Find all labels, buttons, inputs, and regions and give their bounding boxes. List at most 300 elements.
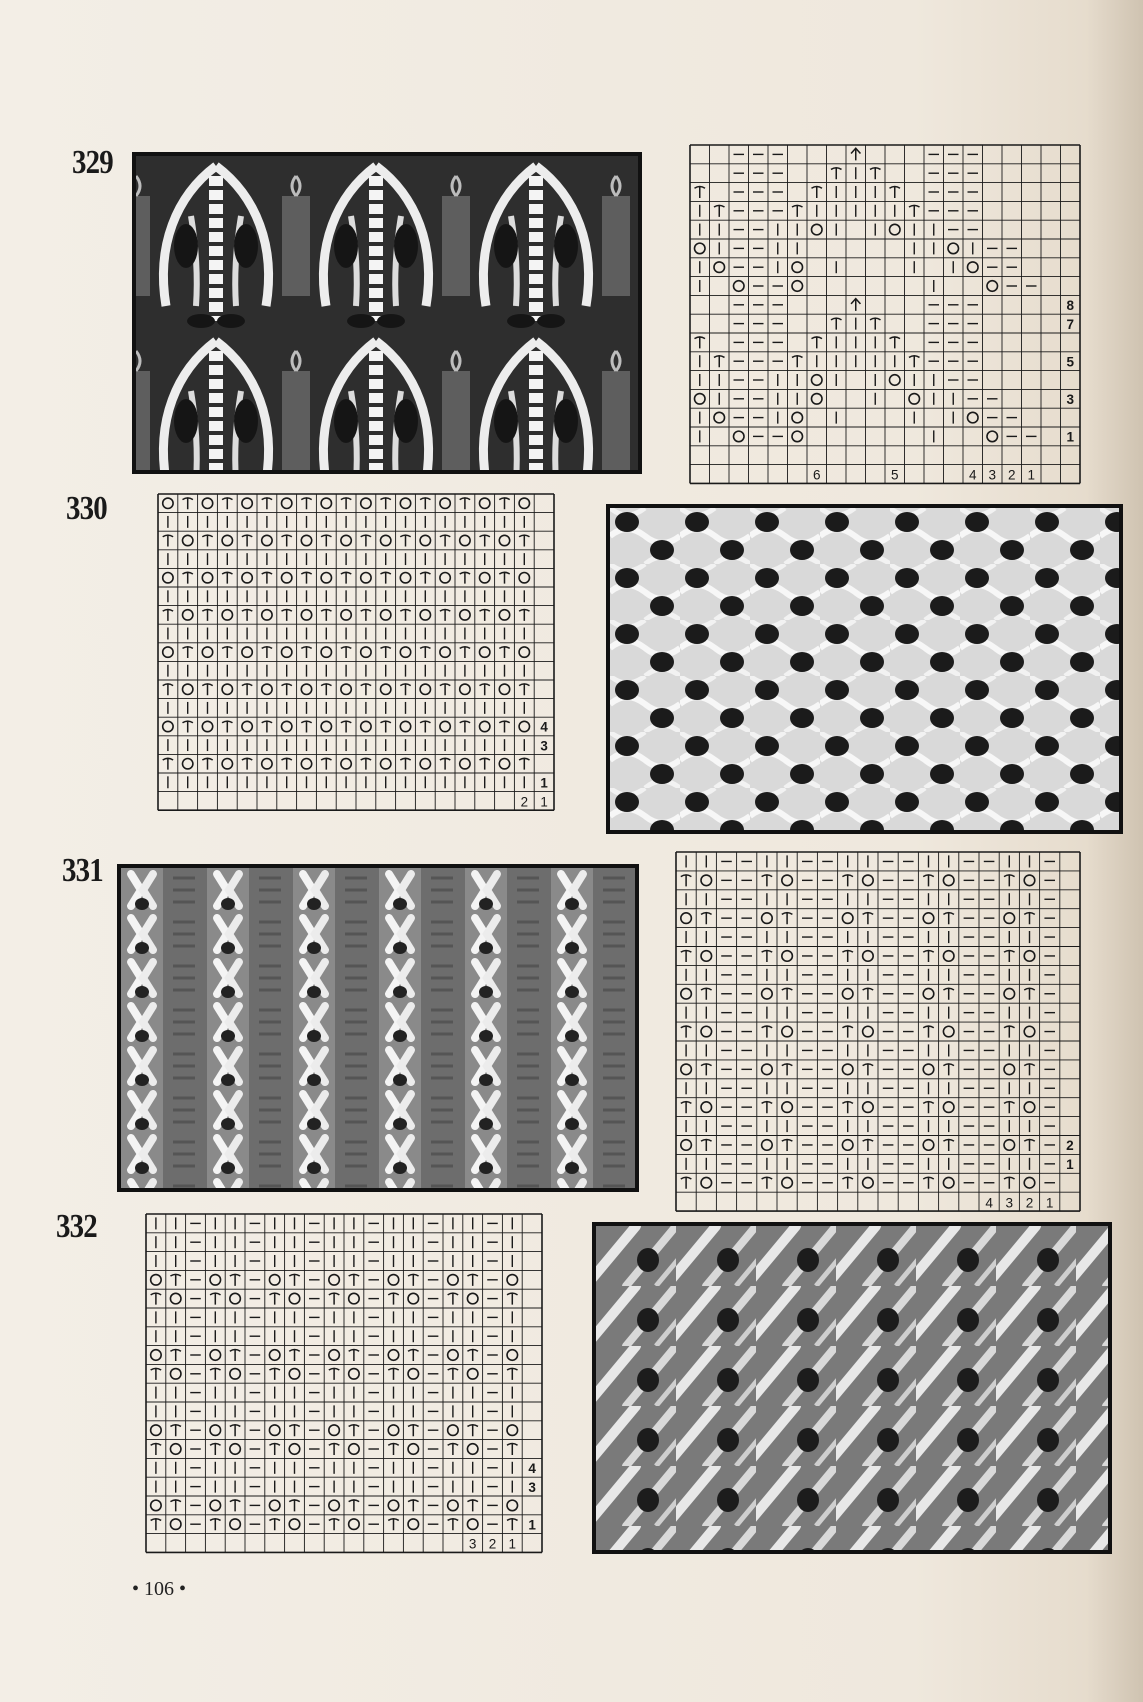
decrease-symbol [762,875,773,887]
pattern-329-chart [690,145,1075,485]
yarn-over-symbol [361,647,371,657]
yarn-over-symbol [289,1369,300,1380]
decrease-symbol [210,1293,221,1304]
decrease-symbol [681,875,692,887]
decrease-symbol [269,1519,280,1530]
yarn-over-symbol [467,1444,478,1455]
yarn-over-symbol [863,1177,874,1188]
yarn-over-symbol [782,1102,793,1113]
decrease-symbol [467,1425,478,1436]
yarn-over-symbol [151,1425,162,1436]
decrease-symbol [163,758,173,769]
yarn-over-symbol [170,1293,181,1304]
decrease-symbol [842,1026,853,1038]
yarn-over-symbol [467,1293,478,1304]
yarn-over-symbol [388,1425,399,1436]
decrease-symbol [701,1139,712,1151]
decrease-symbol [507,1293,518,1304]
yarn-over-symbol [948,243,959,254]
decrease-symbol [163,684,173,695]
yarn-over-symbol [222,610,232,620]
yarn-over-symbol [170,1519,181,1530]
decrease-symbol [170,1425,181,1436]
pattern-331-swatch-photo [117,864,639,1192]
decrease-symbol [479,684,489,695]
decrease-symbol [349,1350,360,1361]
decrease-symbol [460,498,470,509]
chart-row-label: 1 [540,775,548,791]
yarn-over-symbol [519,721,529,731]
decrease-symbol [782,1139,793,1151]
chart-row-label: 1 [1066,1157,1074,1173]
yarn-over-symbol [361,498,371,508]
decrease-symbol [499,498,509,509]
decrease-symbol [210,1519,221,1530]
yarn-over-symbol [349,1444,360,1455]
yarn-over-symbol [460,535,470,545]
chart-stitch-label: 1 [540,794,548,810]
yarn-over-symbol [301,684,311,694]
pattern-330-chart [158,494,578,832]
decrease-symbol [943,988,954,1000]
decrease-symbol [870,318,881,329]
yarn-over-symbol [701,1177,712,1188]
yarn-over-symbol [380,758,390,768]
decrease-symbol [222,721,232,732]
yarn-over-symbol [479,647,489,657]
decrease-symbol [1004,875,1015,887]
yarn-over-symbol [440,647,450,657]
decrease-symbol [170,1350,181,1361]
pattern-number-331: 331 [62,852,103,889]
yarn-over-symbol [301,758,311,768]
decrease-symbol [151,1368,162,1379]
yarn-over-symbol [889,224,900,235]
yarn-over-symbol [210,1275,221,1286]
decrease-symbol [1024,1064,1035,1076]
yarn-over-symbol [210,1350,221,1361]
decrease-symbol [923,1177,934,1189]
decrease-symbol [289,1274,300,1285]
decrease-symbol [242,535,252,546]
decrease-symbol [262,647,272,658]
decrease-symbol [923,1026,934,1038]
yarn-over-symbol [943,951,954,962]
yarn-over-symbol [842,1140,853,1151]
decrease-symbol [889,187,900,198]
yarn-over-symbol [329,1275,340,1286]
decrease-symbol [301,498,311,509]
decrease-symbol [408,1500,419,1511]
decrease-symbol [479,535,489,546]
yarn-over-symbol [163,647,173,657]
yarn-over-symbol [380,610,390,620]
pattern-number-330: 330 [66,490,107,527]
chart-stitch-label: 5 [890,467,899,483]
chart-stitch-label: 1 [1027,467,1036,483]
yarn-over-symbol [448,1500,459,1511]
decrease-symbol [400,758,410,769]
yarn-over-symbol [420,610,430,620]
double-decrease-symbol [851,299,860,311]
yarn-over-symbol [460,758,470,768]
decrease-symbol [289,1425,300,1436]
decrease-symbol [269,1293,280,1304]
yarn-over-symbol [281,721,291,731]
yarn-over-symbol [222,758,232,768]
yarn-over-symbol [792,431,803,442]
decrease-symbol [380,721,390,732]
yarn-over-symbol [230,1293,241,1304]
yarn-over-symbol [811,394,822,405]
decrease-symbol [281,535,291,546]
chart-stitch-label: 6 [812,467,821,483]
chart-row-label: 1 [528,1517,536,1533]
decrease-symbol [681,1026,692,1038]
decrease-symbol [420,572,430,583]
decrease-symbol [440,758,450,769]
decrease-symbol [222,498,232,509]
chart-stitch-label: 1 [1045,1195,1054,1211]
decrease-symbol [230,1500,241,1511]
yarn-over-symbol [507,1425,518,1436]
decrease-symbol [460,647,470,658]
yarn-over-symbol [1004,913,1015,924]
yarn-over-symbol [1024,1026,1035,1037]
decrease-symbol [269,1444,280,1455]
chart-row-label: 3 [1066,392,1075,408]
decrease-symbol [230,1274,241,1285]
yarn-over-symbol [281,572,291,582]
yarn-over-symbol [714,412,725,423]
decrease-symbol [701,1064,712,1076]
yarn-over-symbol [842,1064,853,1075]
decrease-symbol [467,1274,478,1285]
yarn-over-symbol [519,647,529,657]
decrease-symbol [519,610,529,621]
yarn-over-symbol [400,572,410,582]
decrease-symbol [507,1519,518,1530]
decrease-symbol [230,1350,241,1361]
decrease-symbol [714,205,725,216]
yarn-over-symbol [380,535,390,545]
chart-row-label: 4 [540,719,548,735]
yarn-over-symbol [151,1350,162,1361]
yarn-over-symbol [943,1026,954,1037]
decrease-symbol [782,1064,793,1076]
yarn-over-symbol [923,1064,934,1075]
yarn-over-symbol [943,875,954,886]
decrease-symbol [943,913,954,925]
chart-stitch-label: 1 [508,1536,517,1552]
yarn-over-symbol [733,281,744,292]
decrease-symbol [842,950,853,962]
yarn-over-symbol [321,721,331,731]
decrease-symbol [341,498,351,509]
decrease-symbol [499,647,509,658]
decrease-symbol [448,1368,459,1379]
yarn-over-symbol [701,1026,712,1037]
decrease-symbol [467,1350,478,1361]
yarn-over-symbol [440,721,450,731]
yarn-over-symbol [210,1500,221,1511]
yarn-over-symbol [1004,988,1015,999]
yarn-over-symbol [230,1519,241,1530]
yarn-over-symbol [479,721,489,731]
decrease-symbol [262,498,272,509]
decrease-symbol [681,1102,692,1114]
decrease-symbol [380,647,390,658]
decrease-symbol [499,572,509,583]
yarn-over-symbol [863,951,874,962]
decrease-symbol [681,1177,692,1189]
yarn-over-symbol [762,1064,773,1075]
decrease-symbol [222,647,232,658]
decrease-symbol [1004,1102,1015,1114]
yarn-over-symbol [460,610,470,620]
decrease-symbol [420,721,430,732]
yarn-over-symbol [448,1275,459,1286]
decrease-symbol [388,1519,399,1530]
decrease-symbol [349,1500,360,1511]
yarn-over-symbol [408,1444,419,1455]
yarn-over-symbol [262,758,272,768]
yarn-over-symbol [923,988,934,999]
yarn-over-symbol [762,988,773,999]
decrease-symbol [762,950,773,962]
decrease-symbol [329,1519,340,1530]
yarn-over-symbol [811,224,822,235]
decrease-symbol [321,535,331,546]
yarn-over-symbol [222,684,232,694]
decrease-symbol [202,610,212,621]
yarn-over-symbol [782,875,793,886]
decrease-symbol [289,1500,300,1511]
chart-row-label: 2 [1066,1138,1074,1154]
decrease-symbol [151,1519,162,1530]
yarn-over-symbol [269,1500,280,1511]
decrease-symbol [420,647,430,658]
decrease-symbol [714,356,725,367]
pattern-332-swatch-photo [592,1222,1112,1554]
chart-stitch-label: 2 [488,1536,497,1552]
decrease-symbol [889,337,900,348]
yarn-over-symbol [943,1102,954,1113]
decrease-symbol [210,1368,221,1379]
pattern-332-chart [146,1214,566,1558]
decrease-symbol [182,498,192,509]
decrease-symbol [262,721,272,732]
decrease-symbol [163,535,173,546]
decrease-symbol [863,1139,874,1151]
yarn-over-symbol [202,572,212,582]
yarn-over-symbol [681,1064,692,1075]
decrease-symbol [341,647,351,658]
yarn-over-symbol [222,535,232,545]
yarn-over-symbol [909,394,920,405]
decrease-symbol [242,684,252,695]
yarn-over-symbol [967,262,978,273]
decrease-symbol [408,1350,419,1361]
chart-row-label: 1 [1066,429,1075,445]
decrease-symbol [281,684,291,695]
yarn-over-symbol [987,281,998,292]
decrease-symbol [230,1425,241,1436]
yarn-over-symbol [479,572,489,582]
yarn-over-symbol [714,262,725,273]
chart-stitch-label: 2 [1007,467,1016,483]
chart-grid [146,1214,542,1552]
yarn-over-symbol [269,1350,280,1361]
decrease-symbol [321,684,331,695]
yarn-over-symbol [782,1026,793,1037]
decrease-symbol [923,950,934,962]
decrease-symbol [460,721,470,732]
decrease-symbol [863,988,874,1000]
decrease-symbol [762,1177,773,1189]
yarn-over-symbol [163,721,173,731]
yarn-over-symbol [863,1102,874,1113]
decrease-symbol [329,1444,340,1455]
pattern-number-332: 332 [56,1208,97,1245]
yarn-over-symbol [923,913,934,924]
decrease-symbol [301,572,311,583]
yarn-over-symbol [499,535,509,545]
decrease-symbol [440,684,450,695]
yarn-over-symbol [1024,951,1035,962]
yarn-over-symbol [262,610,272,620]
decrease-symbol [380,498,390,509]
decrease-symbol [507,1444,518,1455]
chart-stitch-label: 4 [985,1195,993,1211]
decrease-symbol [863,913,874,925]
chart-stitch-label: 3 [988,467,997,483]
decrease-symbol [420,498,430,509]
decrease-symbol [811,187,822,198]
yarn-over-symbol [242,498,252,508]
yarn-over-symbol [361,572,371,582]
yarn-over-symbol [694,394,705,405]
decrease-symbol [448,1293,459,1304]
yarn-over-symbol [420,684,430,694]
yarn-over-symbol [460,684,470,694]
decrease-symbol [202,758,212,769]
yarn-over-symbol [202,647,212,657]
decrease-symbol [440,535,450,546]
yarn-over-symbol [889,375,900,386]
yarn-over-symbol [863,1026,874,1037]
chart-stitch-label: 3 [1005,1195,1014,1211]
decrease-symbol [388,1368,399,1379]
yarn-over-symbol [701,1102,712,1113]
yarn-over-symbol [182,610,192,620]
yarn-over-symbol [400,498,410,508]
yarn-over-symbol [182,758,192,768]
yarn-over-symbol [230,1369,241,1380]
decrease-symbol [694,187,705,198]
yarn-over-symbol [210,1425,221,1436]
decrease-symbol [762,1026,773,1038]
decrease-symbol [361,535,371,546]
yarn-over-symbol [863,875,874,886]
yarn-over-symbol [388,1350,399,1361]
decrease-symbol [329,1293,340,1304]
decrease-symbol [329,1368,340,1379]
yarn-over-symbol [230,1444,241,1455]
decrease-symbol [281,758,291,769]
yarn-over-symbol [408,1369,419,1380]
decrease-symbol [811,337,822,348]
decrease-symbol [182,647,192,658]
decrease-symbol [467,1500,478,1511]
decrease-symbol [923,875,934,887]
decrease-symbol [440,610,450,621]
yarn-over-symbol [289,1444,300,1455]
yarn-over-symbol [467,1519,478,1530]
yarn-over-symbol [262,684,272,694]
decrease-symbol [269,1368,280,1379]
decrease-symbol [388,1444,399,1455]
decrease-symbol [792,205,803,216]
decrease-symbol [1004,1026,1015,1038]
yarn-over-symbol [967,412,978,423]
decrease-symbol [1024,1139,1035,1151]
yarn-over-symbol [329,1350,340,1361]
yarn-over-symbol [923,1140,934,1151]
pattern-331-chart [676,852,1094,1214]
decrease-symbol [507,1368,518,1379]
yarn-over-symbol [380,684,390,694]
yarn-over-symbol [701,875,712,886]
decrease-symbol [321,758,331,769]
decrease-symbol [361,684,371,695]
chart-grid [676,852,1080,1211]
decrease-symbol [792,356,803,367]
decrease-symbol [448,1519,459,1530]
decrease-symbol [831,318,842,329]
decrease-symbol [519,535,529,546]
yarn-over-symbol [499,758,509,768]
decrease-symbol [242,610,252,621]
yarn-over-symbol [341,610,351,620]
decrease-symbol [909,205,920,216]
decrease-symbol [681,950,692,962]
decrease-symbol [448,1444,459,1455]
decrease-symbol [1004,950,1015,962]
yarn-over-symbol [329,1500,340,1511]
decrease-symbol [519,684,529,695]
decrease-symbol [762,1102,773,1114]
yarn-over-symbol [202,498,212,508]
yarn-over-symbol [242,572,252,582]
decrease-symbol [341,572,351,583]
yarn-over-symbol [151,1275,162,1286]
decrease-symbol [361,610,371,621]
yarn-over-symbol [499,684,509,694]
yarn-over-symbol [408,1519,419,1530]
decrease-symbol [831,168,842,179]
decrease-symbol [460,572,470,583]
yarn-over-symbol [448,1425,459,1436]
yarn-over-symbol [467,1369,478,1380]
yarn-over-symbol [388,1500,399,1511]
chart-row-label: 3 [540,738,548,754]
yarn-over-symbol [782,951,793,962]
yarn-over-symbol [420,758,430,768]
chart-stitch-label: 3 [468,1536,477,1552]
yarn-over-symbol [681,913,692,924]
decrease-symbol [388,1293,399,1304]
